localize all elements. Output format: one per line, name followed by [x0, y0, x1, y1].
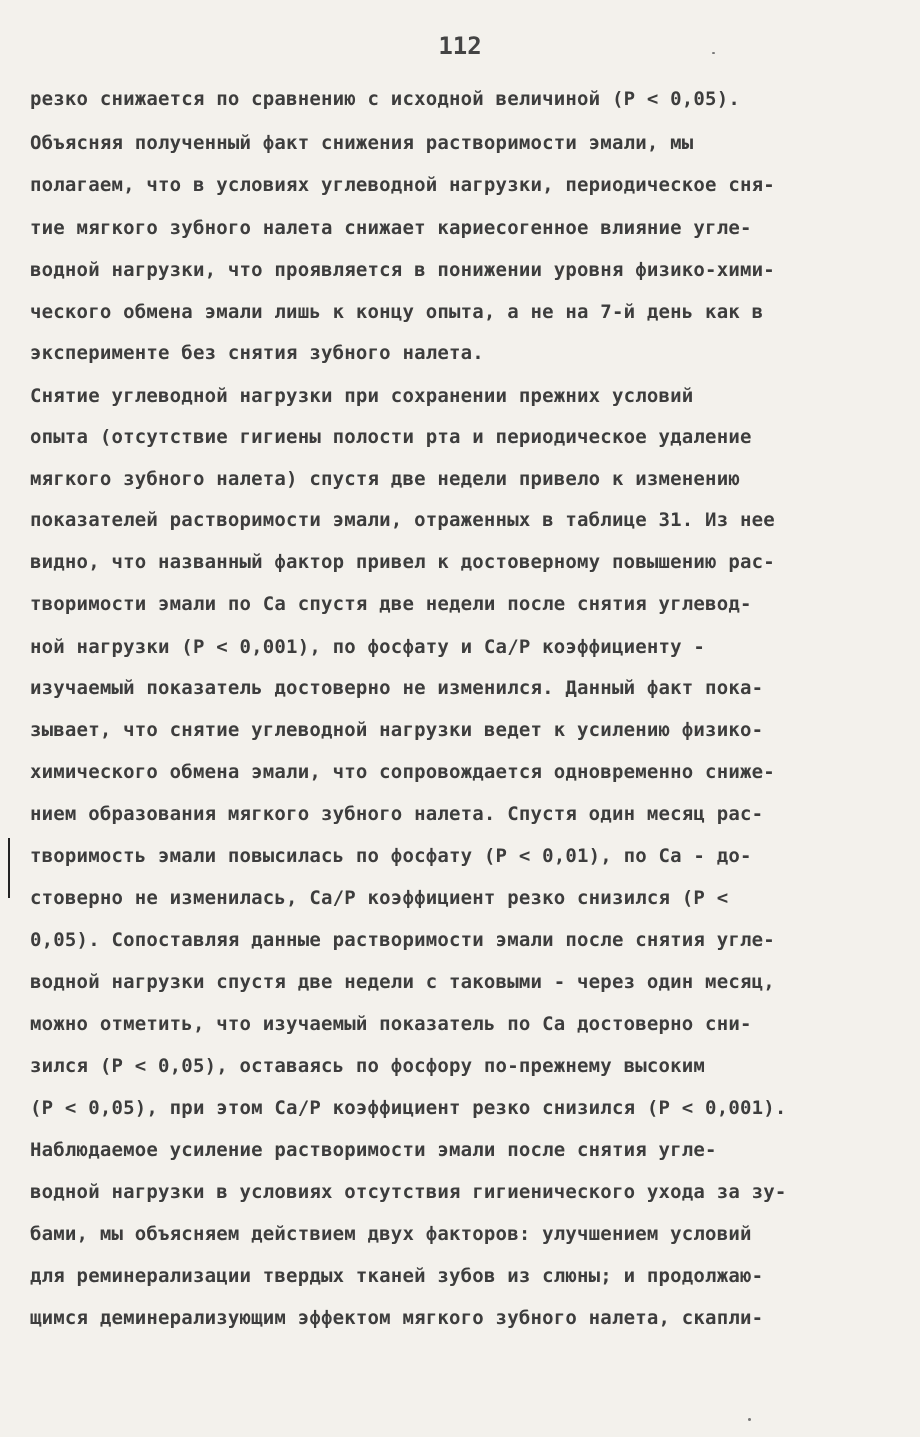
- text-line: химического обмена эмали, что сопровождается одновременно сниже-: [30, 761, 775, 783]
- text-line: Снятие углеводной нагрузки при сохранении прежних условий: [30, 385, 694, 407]
- text-line: эксперименте без снятия зубного налета.: [30, 342, 484, 364]
- text-line: щимся деминерализующим эффектом мягкого зубного налета, скапли-: [30, 1307, 764, 1329]
- text-line: показателей растворимости эмали, отраженных в таблице 31. Из нее: [30, 509, 775, 531]
- text-line: водной нагрузки в условиях отсутствия гигиенического ухода за зу-: [30, 1181, 787, 1203]
- text-line: видно, что названный фактор привел к достоверному повышению рас-: [30, 551, 775, 573]
- text-line: резко снижается по сравнению с исходной величиной (Р < 0,05).: [30, 88, 740, 110]
- scan-speck: [748, 1418, 751, 1421]
- text-line: опыта (отсутствие гигиены полости рта и периодическое удаление: [30, 426, 752, 448]
- text-line: бами, мы объясняем действием двух факторов: улучшением условий: [30, 1223, 752, 1245]
- text-line: зывает, что снятие углеводной нагрузки ведет к усилению физико-: [30, 719, 764, 741]
- text-line: стоверно не изменилась, Са/Р коэффициент резко снизился (Р <: [30, 887, 729, 909]
- text-line: водной нагрузки спустя две недели с таковыми - через один месяц,: [30, 971, 775, 993]
- text-line: Объясняя полученный факт снижения растворимости эмали, мы: [30, 132, 694, 154]
- text-line: тие мягкого зубного налета снижает кариесогенное влияние угле-: [30, 217, 752, 239]
- text-line: зился (Р < 0,05), оставаясь по фосфору по-прежнему высоким: [30, 1055, 706, 1077]
- text-line: Наблюдаемое усиление растворимости эмали после снятия угле-: [30, 1139, 717, 1161]
- text-line: ной нагрузки (Р < 0,001), по фосфату и Са/Р коэффициенту -: [30, 636, 706, 658]
- text-line: водной нагрузки, что проявляется в понижении уровня физико-хими-: [30, 259, 775, 281]
- text-line: ческого обмена эмали лишь к концу опыта, а не на 7-й день как в: [30, 301, 764, 323]
- page-number: 112: [438, 32, 482, 60]
- scan-speck: [712, 52, 715, 54]
- text-line: для реминерализации твердых тканей зубов из слюны; и продолжаю-: [30, 1265, 764, 1287]
- text-line: творимости эмали по Са спустя две недели после снятия углевод-: [30, 593, 752, 615]
- text-line: изучаемый показатель достоверно не изменился. Данный факт пока-: [30, 677, 764, 699]
- text-line: творимость эмали повысилась по фосфату (Р < 0,01), по Са - до-: [30, 845, 752, 867]
- text-line: полагаем, что в условиях углеводной нагрузки, периодическое сня-: [30, 174, 775, 196]
- text-line: (Р < 0,05), при этом Са/Р коэффициент резко снизился (Р < 0,001).: [30, 1097, 787, 1119]
- text-line: 0,05). Сопоставляя данные растворимости эмали после снятия угле-: [30, 929, 775, 951]
- text-line: нием образования мягкого зубного налета. Спустя один месяц рас-: [30, 803, 764, 825]
- margin-mark: [8, 838, 10, 898]
- text-line: можно отметить, что изучаемый показатель по Са достоверно сни-: [30, 1013, 752, 1035]
- text-line: мягкого зубного налета) спустя две недели привело к изменению: [30, 468, 740, 490]
